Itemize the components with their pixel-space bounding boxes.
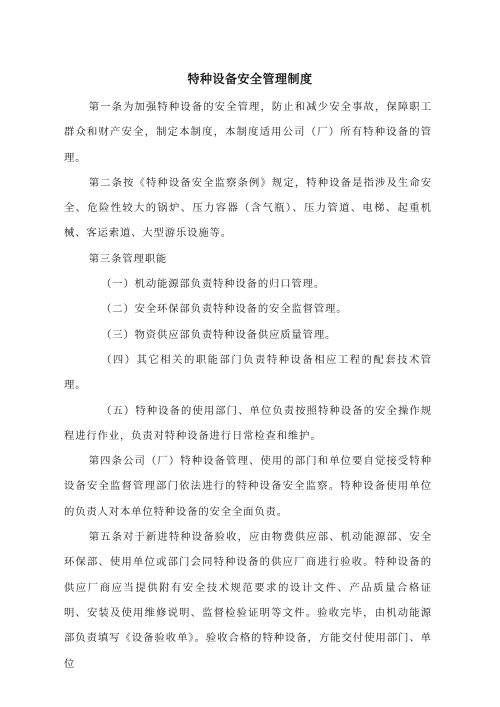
article-paragraph: 第一条为加强特种设备的安全管理，防止和减少安全事故，保障职工群众和财产安全，制定本制度，本制度适用公司（厂）所有特种设备的管理。	[64, 101, 432, 164]
list-item: （四）其它相关的职能部门负责特种设备相应工程的配套技术管理。	[64, 353, 432, 392]
article-paragraph: 第四条公司（厂）特种设备管理、使用的部门和单位要自觉接受特种设备安全监督管理部门依法进行的特种设备安全监察。特种设备使用单位的负责人对本单位特种设备的安全全面负责。	[64, 455, 432, 518]
document-body	[64, 95, 432, 677]
document-title: 特种设备安全管理制度	[187, 72, 313, 86]
list-item: （五）特种设备的使用部门、单位负责按照特种设备的安全操作规程进行作业，负责对特种设备进行日常检查和维护。	[64, 404, 432, 442]
list-item: （一）机动能源部负责特种设备的归口管理。	[101, 278, 326, 291]
list-item: （二）安全环保部负责特种设备的安全监督管理。	[101, 303, 348, 316]
list-item: （三）物资供应部负责特种设备供应质量管理。	[101, 328, 337, 341]
article-paragraph: 第三条管理职能	[88, 252, 168, 265]
article-paragraph: 第二条按《特种设备安全监察条例》规定，特种设备是指涉及生命安全、危险性较大的锅炉、压力容器（含气瓶）、压力管道、电梯、起重机械、客运索道、大型游乐设施等。	[64, 176, 432, 240]
article-paragraph: 第五条对于新进特种设备验收，应由物费供应部、机动能源部、安全环保部、使用单位或部门会同特种设备的供应厂商进行验收。特种设备的供应厂商应当提供附有安全技术规范要求的设计文件、产品质量合格证明、安装及使用维修说明、监督检验证明等文件。验收完毕，由机动能源部负责填写《设备验收单》。验收合格的特种设备，方能交付使用部门、单位	[64, 531, 432, 670]
